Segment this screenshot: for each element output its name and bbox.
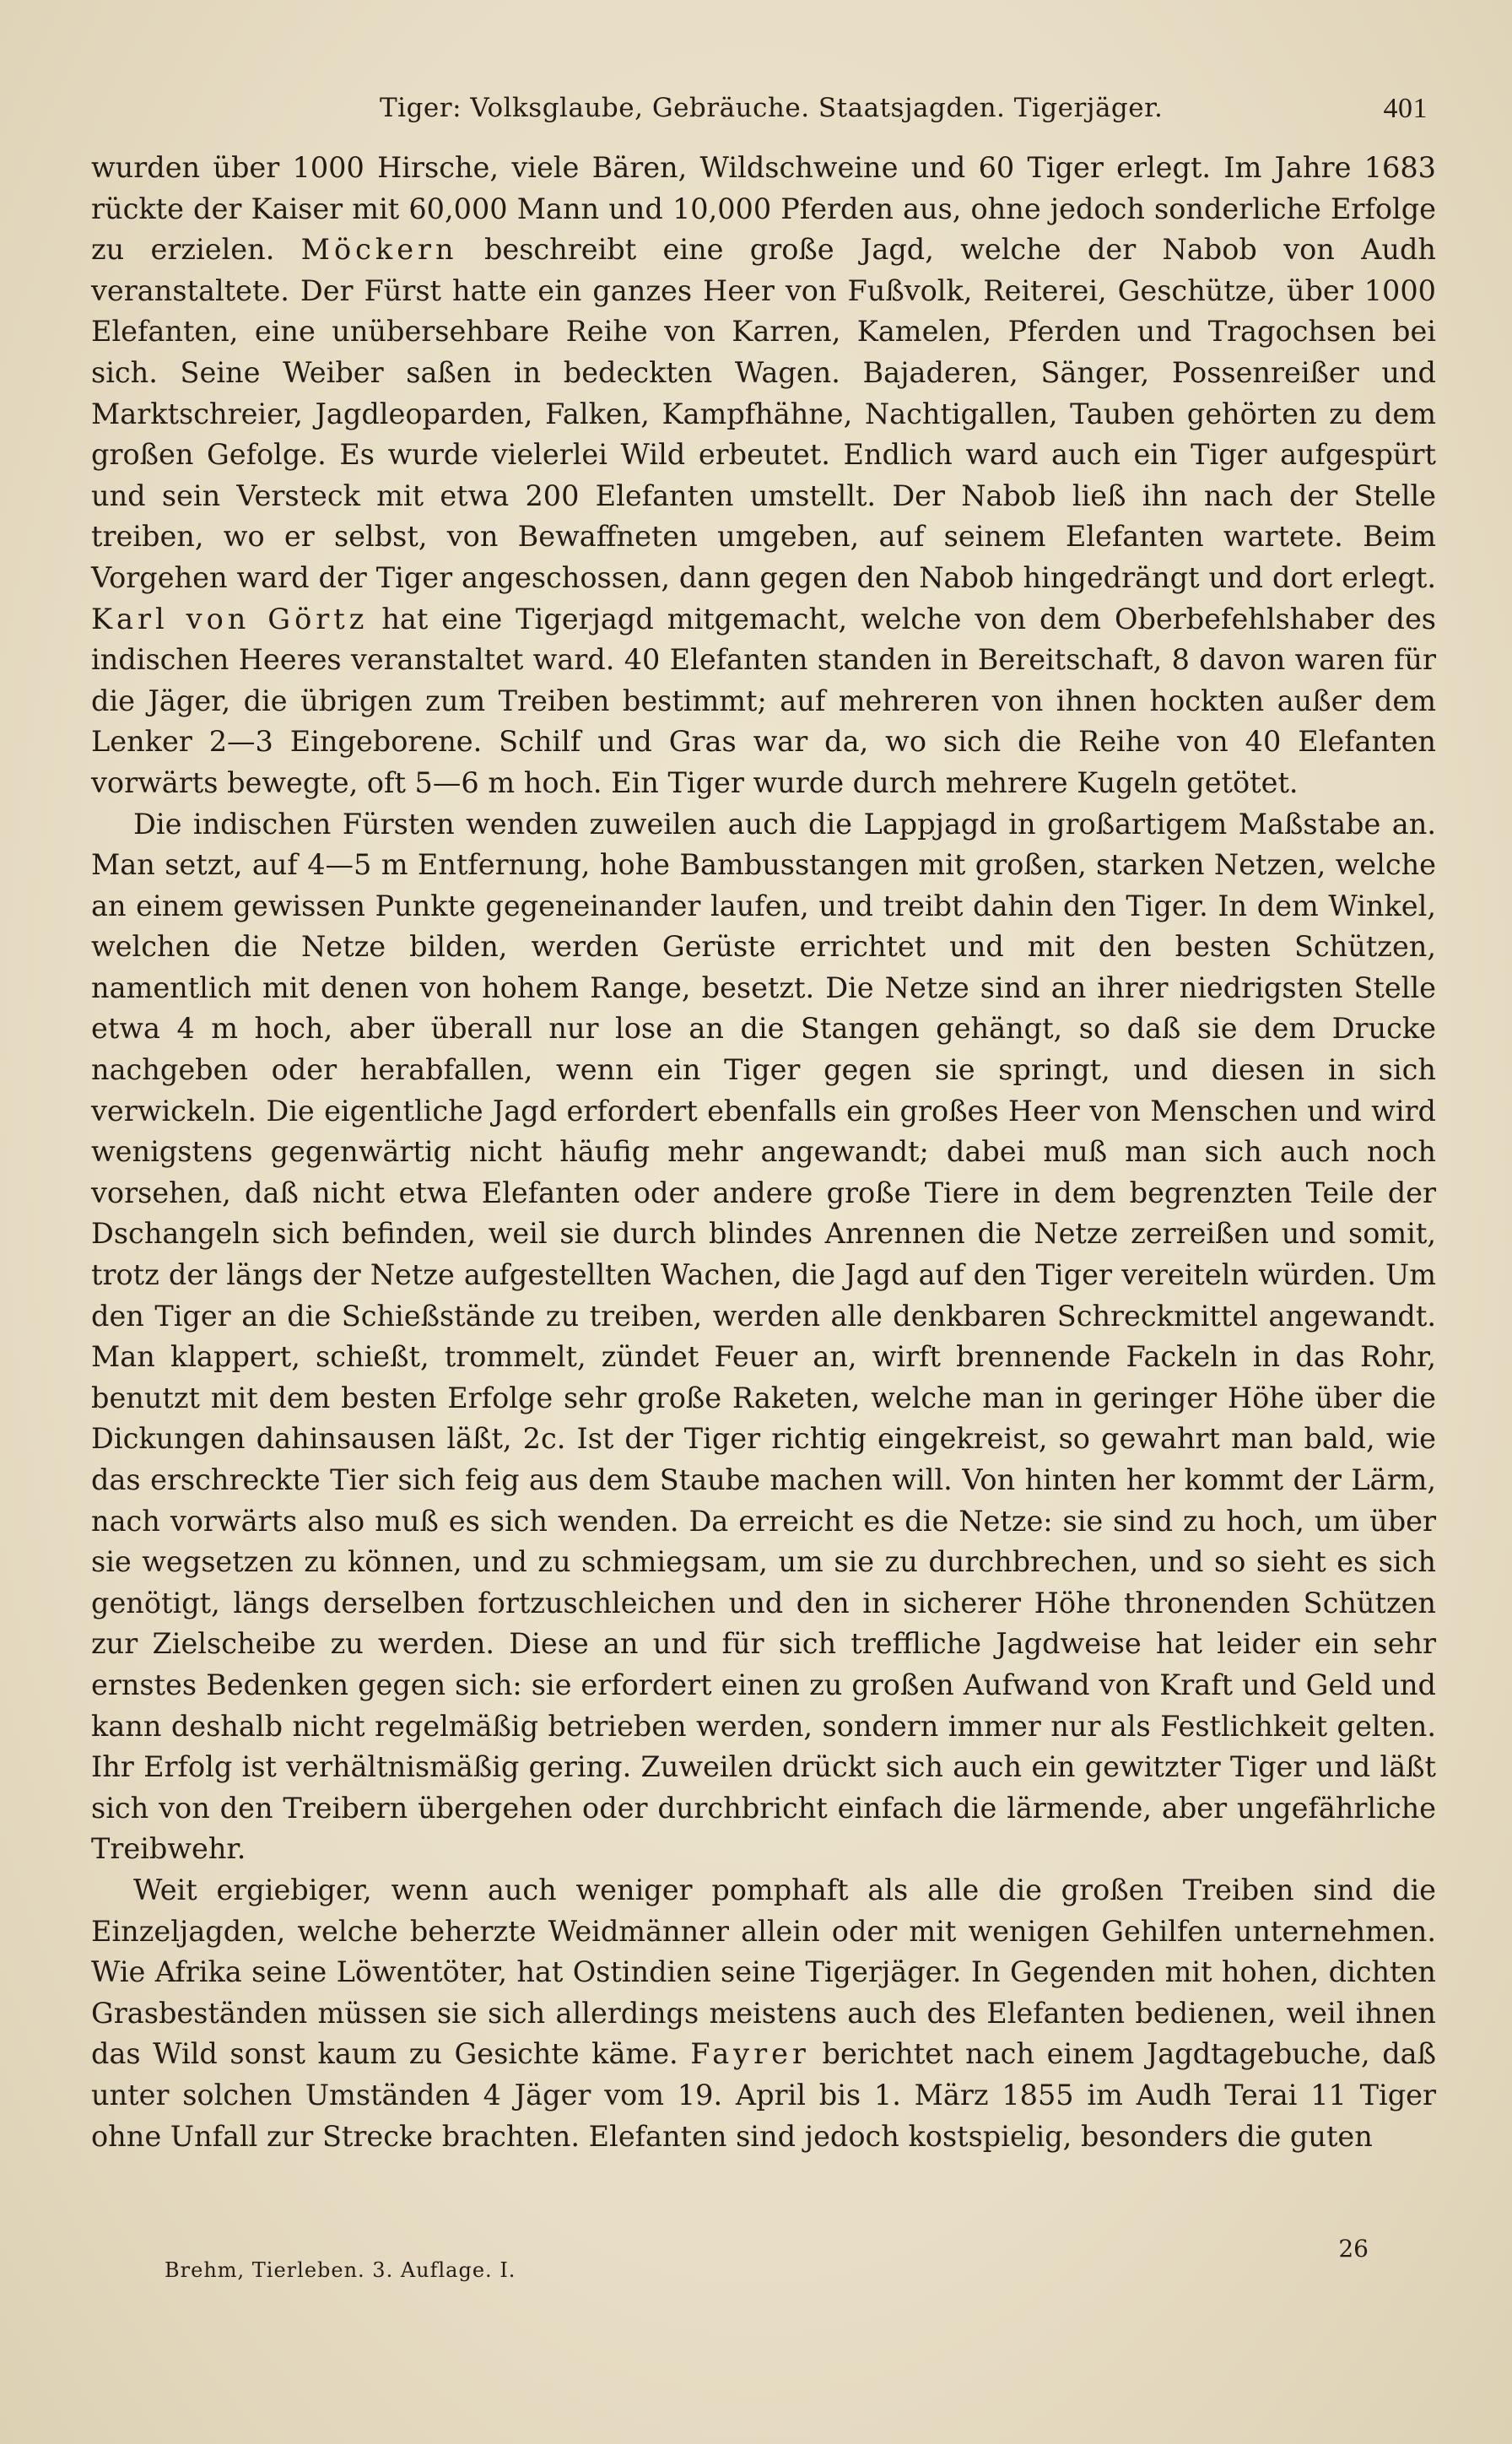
paragraph-single-hunts — [91, 1870, 1436, 2157]
text-run: berichtet nach einem Jagdtagebuche, daß unter solchen Umständen 4 Jäger vom 19. April bis 1. März 1855 im Audh Terai 11 Tiger ohne Unfall zur Strecke brachten. Elefanten sind jedoch kostspielig, besonders die guten — [91, 2037, 1436, 2153]
author-name-moeckern: Möckern — [300, 233, 458, 267]
body-text — [91, 148, 1436, 2157]
signature-mark: 26 — [1338, 2235, 1369, 2263]
running-title: Tiger: Volksglaube, Gebräuche. Staatsjagden. Tigerjäger. — [380, 93, 1164, 123]
running-head — [169, 88, 1428, 130]
author-name-fayrer: Fayrer — [690, 2037, 810, 2071]
text-run: Weit ergiebiger, wenn auch weniger pomphaft als alle die großen Treiben sind die Einzeljagden, welche beherzte Weidmänner allein oder mit wenigen Gehilfen unternehmen. Wie Afrika seine Löwentöter, hat Ostindien seine Tigerjäger. In Gegenden mit hohen, dichten Grasbeständen müssen sie sich allerdings meistens auch des Elefanten bedienen, weil ihnen das Wild sonst kaum zu Gesichte käme. — [91, 1873, 1436, 2071]
page-footer — [165, 2235, 1369, 2282]
text-run: beschreibt eine große Jagd, welche der Nabob von Audh veranstaltete. Der Fürst hatte ein ganzes Heer von Fußvolk, Reiterei, Geschütze, über 1000 Elefanten, eine unübersehbare Reihe von Karren, Kamelen, Pferden und Tragochsen bei sich. Seine Weiber saßen in bedeckten Wagen. Bajaderen, Sänger, Possenreißer und Marktschreier, Jagdleoparden, Falken, Kampfhähne, Nachtigallen, Tauben gehörten zu dem großen Gefolge. Es wurde vielerlei Wild erbeutet. Endlich ward auch ein Tiger aufgespürt und sein Versteck mit etwa 200 Elefanten umstellt. Der Nabob ließ ihn nach der Stelle treiben, wo er selbst, von Bewaffneten umgeben, auf seinem Elefanten wartete. Beim Vorgehen ward der Tiger angeschossen, dann gegen den Nabob hingedrängt und dort erlegt. — [91, 233, 1436, 594]
signature-line: Brehm, Tierleben. 3. Auflage. I. — [165, 2258, 516, 2282]
paragraph-state-hunts — [91, 148, 1436, 804]
author-name-goertz: Karl von Görtz — [91, 602, 369, 635]
page-number: 401 — [1383, 93, 1428, 124]
text-run: hat eine Tigerjagd mitgemacht, welche von dem Oberbefehlshaber des indischen Heeres veranstaltet ward. 40 Elefanten standen in Bereitschaft, 8 davon waren für die Jäger, die übrigen zum Treiben bestimmt; auf mehreren von ihnen hockten außer dem Lenker 2—3 Eingeborene. Schilf und Gras war da, wo sich die Reihe von 40 Elefanten vorwärts bewegte, oft 5—6 m hoch. Ein Tiger wurde durch mehrere Kugeln getötet. — [91, 602, 1436, 799]
text-run: wurden über 1000 Hirsche, viele Bären, Wildschweine und 60 Tiger erlegt. Im Jahre 1683 rückte der Kaiser mit 60,000 Mann und 10,000 Pferden aus, ohne jedoch sonderliche Erfolge zu erzielen. — [91, 151, 1436, 267]
paragraph-net-hunts: Die indischen Fürsten wenden zuweilen auch die Lappjagd in großartigem Maßstabe an. Man setzt, auf 4—5 m Entfernung, hohe Bambusstangen mit großen, starken Netzen, welche an einem gewissen Punkte gegeneinander laufen, und treibt dahin den Tiger. In dem Winkel, welchen die Netze bilden, werden Gerüste errichtet und mit den besten Schützen, namentlich mit denen von hohem Range, besetzt. Die Netze sind an ihrer niedrigsten Stelle etwa 4 m hoch, aber überall nur lose an die Stangen gehängt, so daß sie dem Drucke nachgeben oder herabfallen, wenn ein Tiger gegen sie springt, und diesen in sich verwickeln. Die eigentliche Jagd erfordert ebenfalls ein großes Heer von Menschen und wird wenigstens gegenwärtig nicht häufig mehr angewandt; dabei muß man sich auch noch vorsehen, daß nicht etwa Elefanten oder andere große Tiere in dem begrenzten Teile der Dschangeln sich befinden, weil sie durch blindes Anrennen die Netze zerreißen und somit, trotz der längs der Netze aufgestellten Wachen, die Jagd auf den Tiger vereiteln würden. Um den Tiger an die Schießstände zu treiben, werden alle denkbaren Schreckmittel angewandt. Man klappert, schießt, trommelt, zündet Feuer an, wirft brennende Fackeln in das Rohr, benutzt mit dem besten Erfolge sehr große Raketen, welche man in geringer Höhe über die Dickungen dahinsausen läßt, 2c. Ist der Tiger richtig eingekreist, so gewahrt man bald, wie das erschreckte Tier sich feig aus dem Staube machen will. Von hinten her kommt der Lärm, nach vorwärts also muß es sich wenden. Da erreicht es die Netze: sie sind zu hoch, um über sie wegsetzen zu können, und zu schmiegsam, um sie zu durchbrechen, und so sieht es sich genötigt, längs derselben fortzuschleichen und den in sicherer Höhe thronenden Schützen zur Zielscheibe zu werden. Diese an und für sich treffliche Jagdweise hat leider ein sehr ernstes Bedenken gegen sich: sie erfordert einen zu großen Aufwand von Kraft und Geld und kann deshalb nicht regelmäßig betrieben werden, sondern immer nur als Festlichkeit gelten. Ihr Erfolg ist verhältnismäßig gering. Zuweilen drückt sich auch ein gewitzter Tiger und läßt sich von den Treibern übergehen oder durchbricht einfach die lärmende, aber ungefährliche Treibwehr. — [91, 807, 1436, 1866]
